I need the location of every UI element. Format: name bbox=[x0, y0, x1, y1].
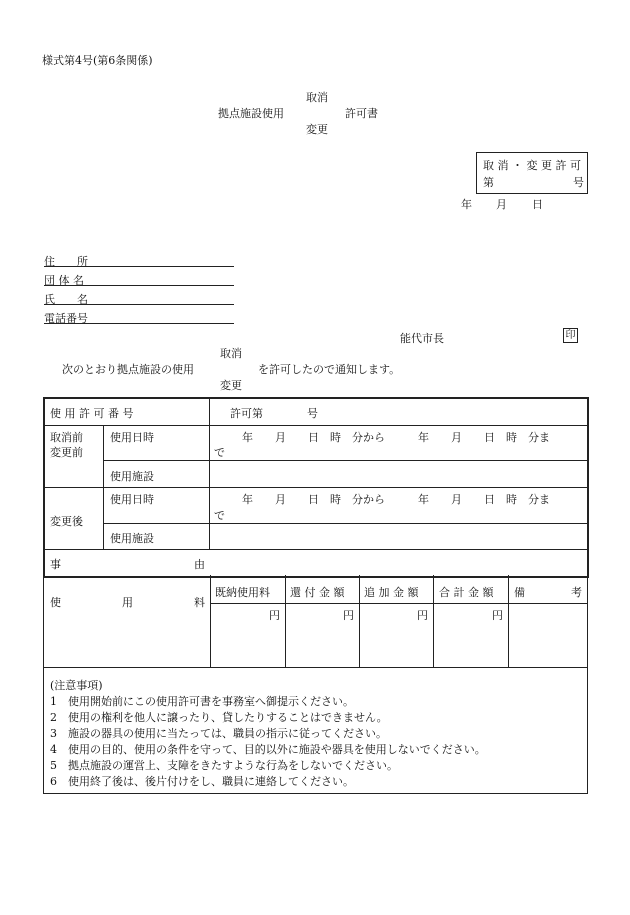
rule bbox=[210, 603, 587, 604]
name-line bbox=[44, 304, 234, 305]
rule bbox=[587, 575, 588, 793]
rule bbox=[103, 523, 588, 524]
permit-no-label: 使 用 許 可 番 号 bbox=[50, 407, 134, 420]
after-use-datetime-label: 使用日時 bbox=[110, 493, 154, 506]
notice-change: 変更 bbox=[220, 379, 242, 392]
notice-suffix: を許可したので通知します。 bbox=[258, 363, 401, 376]
after-datetime-wrap: で bbox=[214, 509, 225, 522]
fee-header-paid: 既納使用料 bbox=[215, 586, 270, 599]
fee-header-total: 合 計 金 額 bbox=[439, 586, 494, 599]
rule bbox=[43, 667, 587, 668]
rule bbox=[209, 398, 210, 550]
before-label-cancel: 取消前 bbox=[50, 431, 83, 444]
fee-label-left: 使 bbox=[50, 596, 61, 609]
rule bbox=[44, 549, 588, 550]
before-datetime-wrap: で bbox=[214, 446, 225, 459]
rule bbox=[44, 487, 588, 488]
note-item: 5 拠点施設の運営上、支障をきたすような行為をしないでください。 bbox=[50, 759, 398, 772]
permit-box-go: 号 bbox=[573, 176, 584, 189]
address-line bbox=[44, 266, 234, 267]
phone-line bbox=[44, 323, 234, 324]
rule bbox=[433, 575, 434, 667]
note-item: 3 施設の器具の使用に当たっては、職員の指示に従ってください。 bbox=[50, 727, 387, 740]
before-label-change: 変更前 bbox=[50, 446, 83, 459]
date-day: 日 bbox=[532, 198, 543, 211]
title-permit: 許可書 bbox=[345, 107, 378, 120]
rule bbox=[359, 575, 360, 667]
notes-heading: (注意事項) bbox=[50, 679, 103, 692]
rule bbox=[44, 425, 588, 426]
yen-total: 円 bbox=[492, 609, 503, 622]
after-datetime-line: 年 月 日 時 分から 年 月 日 時 分ま bbox=[242, 493, 550, 506]
fee-header-additional: 追 加 金 額 bbox=[364, 586, 419, 599]
notice-cancel: 取消 bbox=[220, 347, 242, 360]
permit-box-dai: 第 bbox=[483, 176, 494, 189]
reason-label-right: 由 bbox=[194, 558, 205, 571]
name-label: 氏 名 bbox=[44, 293, 88, 306]
after-label: 変更後 bbox=[50, 515, 83, 528]
title-cancel: 取消 bbox=[306, 91, 328, 104]
title-facility-use: 拠点施設使用 bbox=[218, 107, 284, 120]
yen-paid: 円 bbox=[269, 609, 280, 622]
rule bbox=[103, 460, 588, 461]
note-item: 1 使用開始前にこの使用許可書を事務室へ御提示ください。 bbox=[50, 695, 354, 708]
before-datetime-line: 年 月 日 時 分から 年 月 日 時 分ま bbox=[242, 431, 550, 444]
permit-box-title: 取 消 ・ 変 更 許 可 bbox=[483, 159, 581, 172]
before-use-datetime-label: 使用日時 bbox=[110, 431, 154, 444]
note-item: 2 使用の権利を他人に譲ったり、貸したりすることはできません。 bbox=[50, 711, 388, 724]
date-year: 年 bbox=[461, 198, 472, 211]
rule bbox=[285, 575, 286, 667]
seal-icon: 印 bbox=[563, 328, 578, 343]
group-label: 団 体 名 bbox=[44, 274, 84, 287]
notes-section bbox=[50, 678, 486, 790]
rule bbox=[43, 793, 588, 794]
group-line bbox=[44, 285, 234, 286]
yen-refund: 円 bbox=[343, 609, 354, 622]
reason-label-left: 事 bbox=[50, 558, 61, 571]
note-item: 6 使用終了後は、後片付けをし、職員に連絡してください。 bbox=[50, 775, 354, 788]
remarks-label-left: 備 bbox=[514, 586, 525, 599]
note-item: 4 使用の目的、使用の条件を守って、目的以外に施設や器具を使用しないでください。 bbox=[50, 743, 486, 756]
fee-header-refund: 還 付 金 額 bbox=[290, 586, 345, 599]
rule bbox=[210, 575, 211, 667]
permit-number-box bbox=[476, 152, 588, 194]
rule bbox=[508, 575, 509, 667]
notice-prefix: 次のとおり拠点施設の使用 bbox=[62, 363, 194, 376]
form-number: 様式第4号(第6条関係) bbox=[42, 54, 153, 67]
remarks-label-right: 考 bbox=[571, 586, 582, 599]
mayor-title: 能代市長 bbox=[400, 332, 444, 345]
rule bbox=[43, 575, 44, 793]
fee-label-mid: 用 bbox=[122, 596, 133, 609]
address-label: 住 所 bbox=[44, 255, 88, 268]
permit-no-value: 許可第 号 bbox=[230, 407, 318, 420]
title-change: 変更 bbox=[306, 123, 328, 136]
fee-label-right: 料 bbox=[194, 596, 205, 609]
yen-additional: 円 bbox=[417, 609, 428, 622]
before-use-facility-label: 使用施設 bbox=[110, 470, 154, 483]
rule bbox=[103, 426, 104, 550]
after-use-facility-label: 使用施設 bbox=[110, 532, 154, 545]
phone-label: 電話番号 bbox=[44, 312, 88, 325]
date-month: 月 bbox=[496, 198, 507, 211]
